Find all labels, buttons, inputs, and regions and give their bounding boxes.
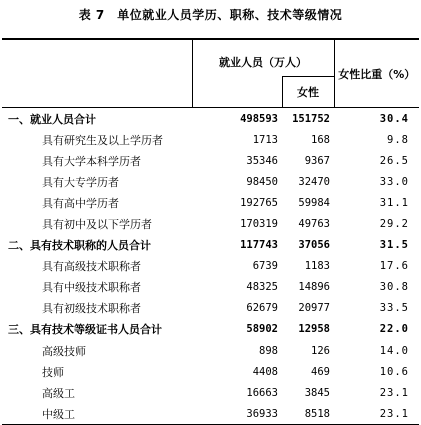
row-female: 1183	[304, 260, 330, 273]
row-share: 30.4	[334, 108, 419, 130]
row-share: 26.5	[379, 154, 409, 167]
row-share: 17.6	[379, 260, 409, 273]
table-row	[2, 129, 419, 150]
row-female: 8518	[282, 403, 334, 425]
table-row	[2, 361, 419, 382]
table-row	[2, 150, 419, 171]
row-label: 具有高级技术职称者	[42, 260, 141, 274]
row-label: 高级技师	[42, 344, 86, 358]
row-female: 14896	[298, 281, 330, 294]
row-total: 170319	[240, 218, 278, 231]
row-label: 具有研究生及以上学历者	[42, 133, 163, 147]
table-row	[2, 108, 419, 130]
row-female: 32470	[298, 175, 330, 188]
header-label-cell	[2, 39, 192, 108]
table-body	[2, 108, 419, 425]
row-label: 具有中级技术职称者	[42, 281, 141, 295]
row-label: 二、具有技术职称的人员合计	[8, 239, 151, 253]
row-share: 33.0	[379, 175, 409, 188]
header-female: 女性	[282, 77, 334, 108]
row-share: 10.6	[379, 365, 409, 378]
row-share: 22.0	[379, 323, 409, 336]
row-total: 4408	[252, 365, 278, 378]
row-female: 126	[311, 344, 330, 357]
header-female-share: 女性比重（%）	[334, 39, 419, 108]
row-share: 30.8	[379, 281, 409, 294]
row-female: 3845	[304, 386, 330, 399]
row-total: 36933	[192, 403, 282, 425]
row-female: 9367	[304, 154, 330, 167]
row-total: 35346	[246, 154, 278, 167]
table-row	[2, 298, 419, 319]
row-total: 98450	[246, 175, 278, 188]
row-female: 37056	[298, 239, 330, 252]
row-share: 31.1	[379, 196, 409, 209]
row-total: 58902	[246, 323, 278, 336]
row-share: 29.2	[379, 218, 409, 231]
table-row	[2, 382, 419, 403]
row-total: 192765	[240, 196, 278, 209]
row-label: 具有大学本科学历者	[42, 154, 141, 168]
table-row	[2, 277, 419, 298]
row-total: 117743	[240, 239, 278, 252]
table-row	[2, 171, 419, 192]
table-title: 表 7 单位就业人员学历、职称、技术等级情况	[78, 8, 343, 22]
row-total: 1713	[252, 133, 278, 146]
row-share: 23.1	[379, 386, 409, 399]
row-total: 16663	[246, 386, 278, 399]
row-share: 33.5	[379, 302, 409, 315]
statistics-table	[2, 38, 419, 425]
row-share: 23.1	[334, 403, 419, 425]
row-total: 498593	[192, 108, 282, 130]
row-label: 一、就业人员合计	[2, 108, 192, 130]
table-row	[2, 256, 419, 277]
row-female: 20977	[298, 302, 330, 315]
row-label: 具有大专学历者	[42, 175, 119, 189]
table-row	[2, 319, 419, 340]
row-share: 31.5	[379, 239, 409, 252]
row-label: 具有初级技术职称者	[42, 302, 141, 316]
row-total: 6739	[252, 260, 278, 273]
row-label: 高级工	[42, 386, 75, 400]
row-label: 三、具有技术等级证书人员合计	[8, 323, 162, 337]
row-female: 12958	[298, 323, 330, 336]
row-female: 151752	[282, 108, 334, 130]
table-header	[2, 39, 419, 108]
table-row	[2, 340, 419, 361]
row-female: 469	[311, 365, 330, 378]
row-female: 59984	[298, 196, 330, 209]
row-label: 具有高中学历者	[42, 196, 119, 210]
table-row	[2, 403, 419, 425]
table-row	[2, 213, 419, 234]
table-row	[2, 192, 419, 213]
row-share: 14.0	[379, 344, 409, 357]
row-total: 62679	[246, 302, 278, 315]
row-total: 898	[259, 344, 278, 357]
row-share: 9.8	[387, 133, 409, 146]
row-label: 具有初中及以下学历者	[42, 218, 152, 232]
row-female: 49763	[298, 218, 330, 231]
row-female: 168	[311, 133, 330, 146]
row-total: 48325	[246, 281, 278, 294]
header-employed: 就业人员（万人）	[192, 39, 334, 77]
row-label: 技师	[42, 365, 64, 379]
table-row	[2, 235, 419, 256]
row-label: 中级工	[2, 403, 192, 425]
header-spacer	[192, 77, 282, 108]
